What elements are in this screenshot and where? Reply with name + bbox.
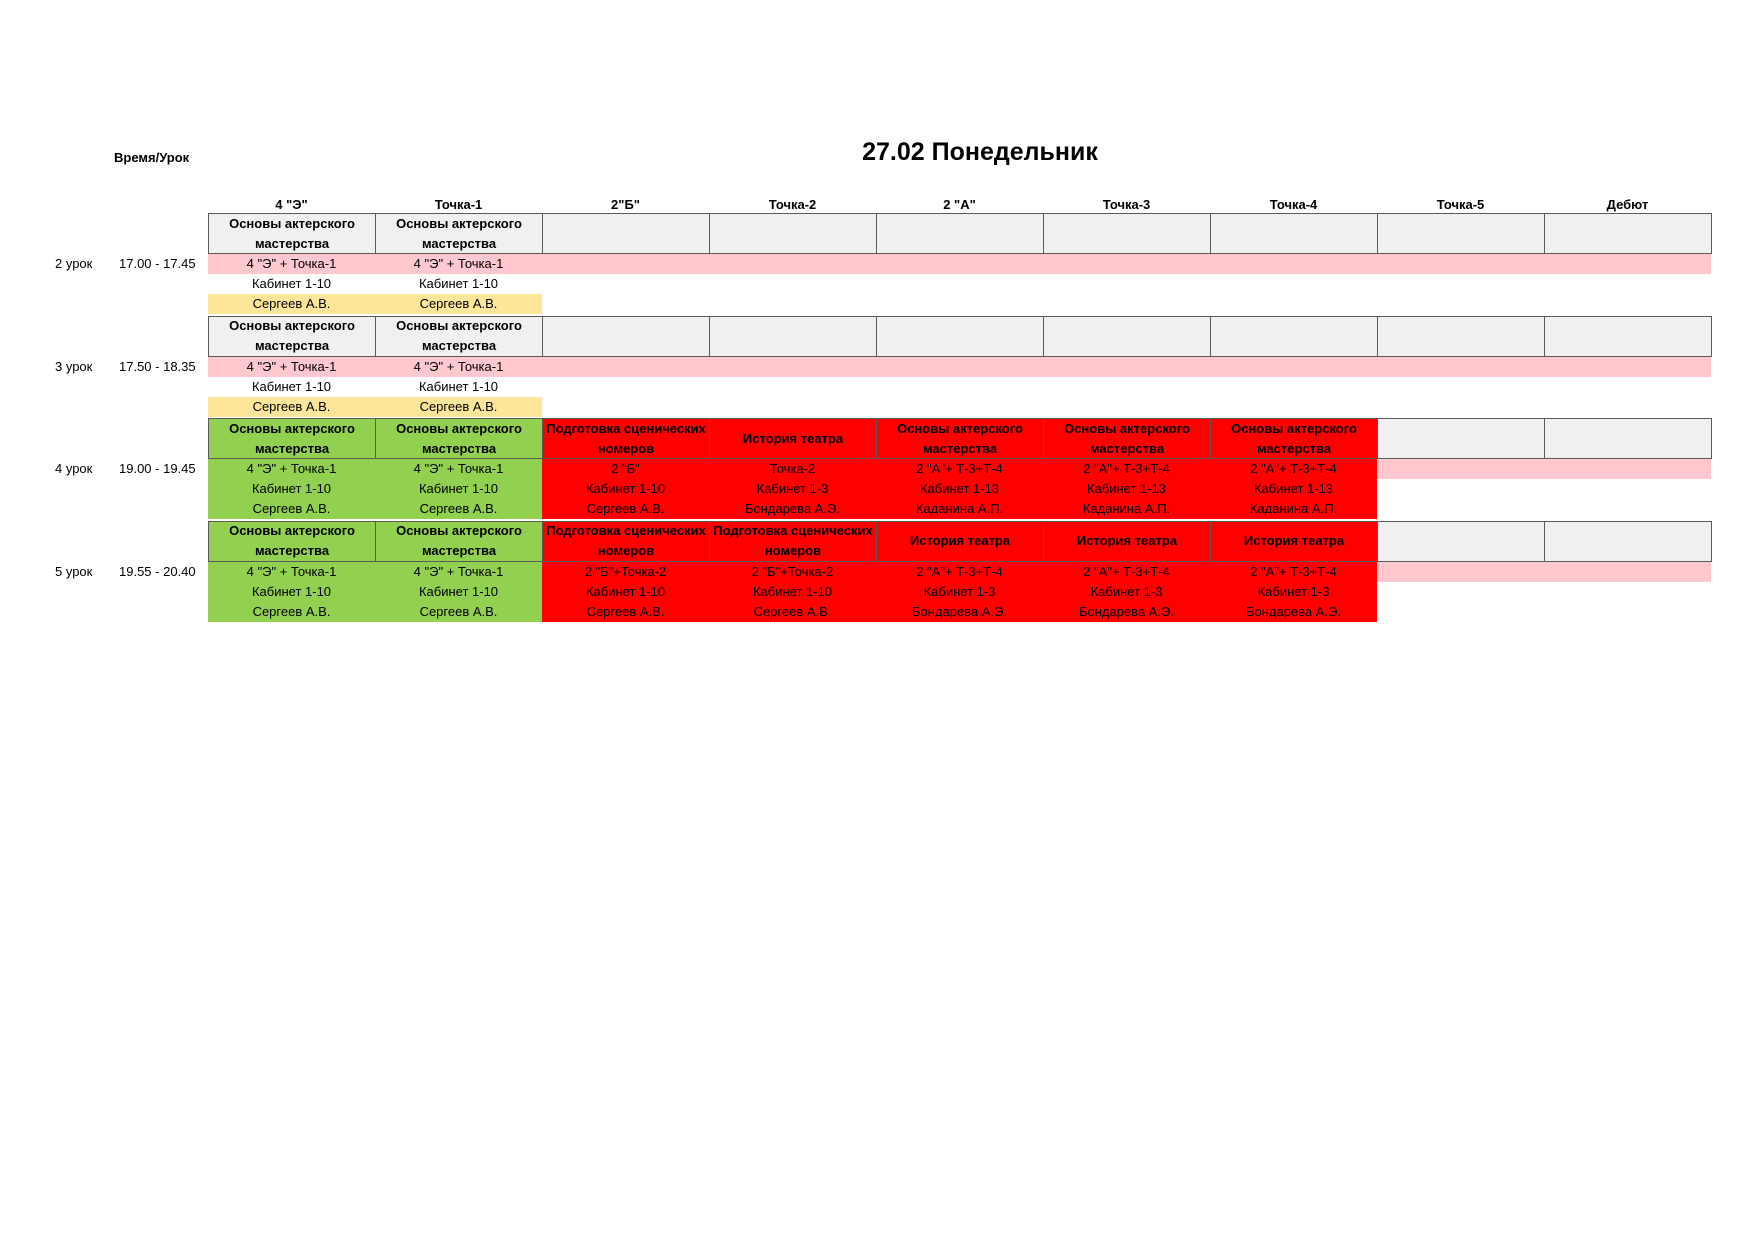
teacher-cell: Сергеев А.В.	[542, 499, 709, 519]
subject-cell[interactable]: Основы актерского мастерства	[208, 418, 376, 459]
page-title: 27.02 Понедельник	[862, 138, 1098, 166]
group-cell	[876, 357, 1043, 377]
group-cell	[709, 357, 876, 377]
room-cell: Кабинет 1-13	[1043, 479, 1210, 499]
group-cell: 2 "А"+ Т-3+Т-4	[1043, 562, 1210, 582]
teacher-cell	[709, 397, 876, 417]
column-header: Дебют	[1606, 197, 1649, 212]
subject-cell[interactable]	[876, 213, 1044, 254]
teacher-cell: Бондарева А.Э.	[709, 499, 876, 519]
teacher-cell: Сергеев А.В.	[375, 602, 542, 622]
lesson-label: 4 урок	[55, 461, 93, 476]
group-cell: 4 "Э" + Точка-1	[208, 562, 375, 582]
group-cell	[542, 357, 709, 377]
room-cell: Кабинет 1-10	[542, 582, 709, 602]
group-cell: Точка-2	[709, 459, 876, 479]
group-cell	[1043, 254, 1210, 274]
subject-cell[interactable]: Основы актерского мастерства	[375, 316, 543, 357]
lesson-time: 19.00 - 19.45	[119, 461, 196, 476]
group-cell	[1377, 254, 1544, 274]
group-cell	[542, 254, 709, 274]
teacher-cell: Сергеев А.В.	[208, 499, 375, 519]
column-header: Точка-3	[1102, 197, 1151, 212]
subject-cell[interactable]: Основы актерского мастерства	[208, 316, 376, 357]
group-cell: 4 "Э" + Точка-1	[208, 459, 375, 479]
teacher-cell: Бондарева А.Э.	[1210, 602, 1377, 622]
group-cell	[1544, 459, 1711, 479]
group-cell	[709, 254, 876, 274]
room-cell	[1210, 377, 1377, 397]
subject-cell[interactable]	[1210, 213, 1378, 254]
subject-cell[interactable]: Основы актерского мастерства	[375, 521, 543, 562]
group-cell	[876, 254, 1043, 274]
subject-cell[interactable]: История театра	[1043, 521, 1211, 562]
subject-cell[interactable]: История театра	[876, 521, 1044, 562]
group-cell: 2 "А"+ Т-3+Т-4	[876, 562, 1043, 582]
subject-cell[interactable]: Основы актерского мастерства	[375, 213, 543, 254]
subject-cell[interactable]	[542, 213, 710, 254]
room-cell: Кабинет 1-13	[876, 479, 1043, 499]
teacher-cell	[1043, 294, 1210, 314]
subject-cell[interactable]: Основы актерского мастерства	[375, 418, 543, 459]
teacher-cell	[542, 294, 709, 314]
subject-cell[interactable]	[709, 213, 877, 254]
subject-cell[interactable]	[542, 316, 710, 357]
subject-cell[interactable]: История театра	[1210, 521, 1378, 562]
subject-cell[interactable]	[709, 316, 877, 357]
room-cell: Кабинет 1-10	[251, 276, 332, 291]
group-cell: 4 "Э" + Точка-1	[375, 254, 542, 274]
group-cell: 2 "А"+ Т-3+Т-4	[1043, 459, 1210, 479]
subject-cell[interactable]: Основы актерского мастерства	[1043, 418, 1211, 459]
teacher-cell: Сергеев А.В.	[208, 397, 375, 417]
room-cell: Кабинет 1-3	[1210, 582, 1377, 602]
teacher-cell	[1210, 294, 1377, 314]
room-cell	[1043, 274, 1210, 294]
group-cell: 2 "Б"	[542, 459, 709, 479]
subject-cell[interactable]: Подготовка сценических номеров	[542, 521, 710, 562]
room-cell: Кабинет 1-3	[1043, 582, 1210, 602]
room-cell	[709, 274, 876, 294]
room-cell: Кабинет 1-10	[418, 276, 499, 291]
teacher-cell: Бондарева А.Э.	[1043, 602, 1210, 622]
group-cell	[1377, 357, 1544, 377]
teacher-cell: Бондарева А.Э.	[876, 602, 1043, 622]
group-cell: 2 "А"+ Т-3+Т-4	[1210, 562, 1377, 582]
group-cell: 4 "Э" + Точка-1	[208, 357, 375, 377]
lesson-label: 2 урок	[55, 256, 93, 271]
subject-cell[interactable]: Подготовка сценических номеров	[542, 418, 710, 459]
group-cell	[1377, 562, 1544, 582]
room-cell: Кабинет 1-10	[208, 479, 375, 499]
corner-label: Время/Урок	[114, 150, 190, 165]
group-cell	[1377, 459, 1544, 479]
subject-cell[interactable]	[1043, 316, 1211, 357]
group-cell	[1210, 357, 1377, 377]
teacher-cell	[876, 397, 1043, 417]
room-cell	[1210, 274, 1377, 294]
subject-cell[interactable]	[1210, 316, 1378, 357]
teacher-cell: Сергеев А.В.	[208, 602, 375, 622]
subject-cell[interactable]: Основы актерского мастерства	[208, 213, 376, 254]
teacher-cell: Сергеев А.В.	[375, 294, 542, 314]
column-header: 4 "Э"	[275, 197, 308, 212]
teacher-cell	[1544, 499, 1711, 519]
group-cell: 2 "А"+ Т-3+Т-4	[1210, 459, 1377, 479]
room-cell	[876, 274, 1043, 294]
group-cell: 4 "Э" + Точка-1	[375, 459, 542, 479]
group-cell	[1043, 357, 1210, 377]
room-cell: Кабинет 1-3	[709, 479, 876, 499]
room-cell	[1544, 479, 1711, 499]
column-header: 2 "А"	[943, 197, 976, 212]
group-cell: 2 "А"+ Т-3+Т-4	[876, 459, 1043, 479]
subject-cell[interactable]	[1377, 418, 1545, 459]
group-cell	[1544, 562, 1711, 582]
group-cell: 2 "Б"+Точка-2	[542, 562, 709, 582]
teacher-cell	[1377, 294, 1544, 314]
subject-cell[interactable]	[1377, 521, 1545, 562]
teacher-cell	[1377, 499, 1544, 519]
column-header: 2"Б"	[611, 197, 640, 212]
teacher-cell	[1544, 602, 1711, 622]
teacher-cell: Каданина А.П.	[1210, 499, 1377, 519]
teacher-cell	[709, 294, 876, 314]
group-cell: 4 "Э" + Точка-1	[208, 254, 375, 274]
subject-cell[interactable]	[1544, 521, 1712, 562]
room-cell	[876, 377, 1043, 397]
teacher-cell	[1377, 397, 1544, 417]
subject-cell[interactable]: Подготовка сценических номеров	[709, 521, 877, 562]
room-cell	[1377, 582, 1544, 602]
subject-cell[interactable]	[1544, 316, 1712, 357]
lesson-time: 17.50 - 18.35	[119, 358, 196, 374]
lesson-time: 17.00 - 17.45	[119, 256, 196, 271]
teacher-cell: Сергеев А.В.	[375, 397, 542, 417]
subject-cell[interactable]	[1377, 213, 1545, 254]
lesson-time: 19.55 - 20.40	[119, 563, 196, 579]
room-cell	[1377, 479, 1544, 499]
teacher-cell	[1544, 397, 1711, 417]
column-header: Точка-5	[1436, 197, 1485, 212]
teacher-cell: Каданина А.П.	[1043, 499, 1210, 519]
room-cell	[542, 274, 709, 294]
column-header: Точка-2	[768, 197, 817, 212]
room-cell	[1544, 274, 1711, 294]
subject-cell[interactable]	[1043, 213, 1211, 254]
room-cell: Кабинет 1-10	[375, 479, 542, 499]
subject-cell[interactable]: Основы актерского мастерства	[208, 521, 376, 562]
lesson-label: 3 урок	[55, 358, 93, 374]
teacher-cell	[542, 397, 709, 417]
teacher-cell	[876, 294, 1043, 314]
subject-cell[interactable]: История театра	[709, 418, 877, 459]
room-cell: Кабинет 1-10	[375, 582, 542, 602]
subject-cell[interactable]: Основы актерского мастерства	[876, 418, 1044, 459]
room-cell	[1377, 377, 1544, 397]
room-cell	[542, 377, 709, 397]
subject-cell[interactable]	[1377, 316, 1545, 357]
teacher-cell: Сергеев А.В.	[709, 602, 876, 622]
room-cell: Кабинет 1-10	[542, 479, 709, 499]
teacher-cell	[1043, 397, 1210, 417]
room-cell	[1043, 377, 1210, 397]
subject-cell[interactable]	[1544, 213, 1712, 254]
column-header: Точка-1	[434, 197, 483, 212]
teacher-cell: Каданина А.П.	[876, 499, 1043, 519]
room-cell: Кабинет 1-10	[251, 378, 332, 394]
subject-cell[interactable]: Основы актерского мастерства	[1210, 418, 1378, 459]
column-header: Точка-4	[1269, 197, 1318, 212]
room-cell: Кабинет 1-10	[208, 582, 375, 602]
room-cell: Кабинет 1-10	[418, 378, 499, 394]
subject-cell[interactable]	[876, 316, 1044, 357]
room-cell: Кабинет 1-3	[876, 582, 1043, 602]
room-cell	[1377, 274, 1544, 294]
room-cell	[1544, 582, 1711, 602]
room-cell: Кабинет 1-13	[1210, 479, 1377, 499]
group-cell: 4 "Э" + Точка-1	[375, 357, 542, 377]
group-cell	[1544, 357, 1711, 377]
group-cell: 2 "Б"+Точка-2	[709, 562, 876, 582]
teacher-cell: Сергеев А.В.	[208, 294, 375, 314]
room-cell	[709, 377, 876, 397]
lesson-label: 5 урок	[55, 563, 93, 579]
group-cell: 4 "Э" + Точка-1	[375, 562, 542, 582]
teacher-cell: Сергеев А.В.	[542, 602, 709, 622]
teacher-cell	[1210, 397, 1377, 417]
group-cell	[1210, 254, 1377, 274]
group-cell	[1544, 254, 1711, 274]
teacher-cell: Сергеев А.В.	[375, 499, 542, 519]
subject-cell[interactable]	[1544, 418, 1712, 459]
room-cell	[1544, 377, 1711, 397]
teacher-cell	[1544, 294, 1711, 314]
room-cell: Кабинет 1-10	[709, 582, 876, 602]
teacher-cell	[1377, 602, 1544, 622]
